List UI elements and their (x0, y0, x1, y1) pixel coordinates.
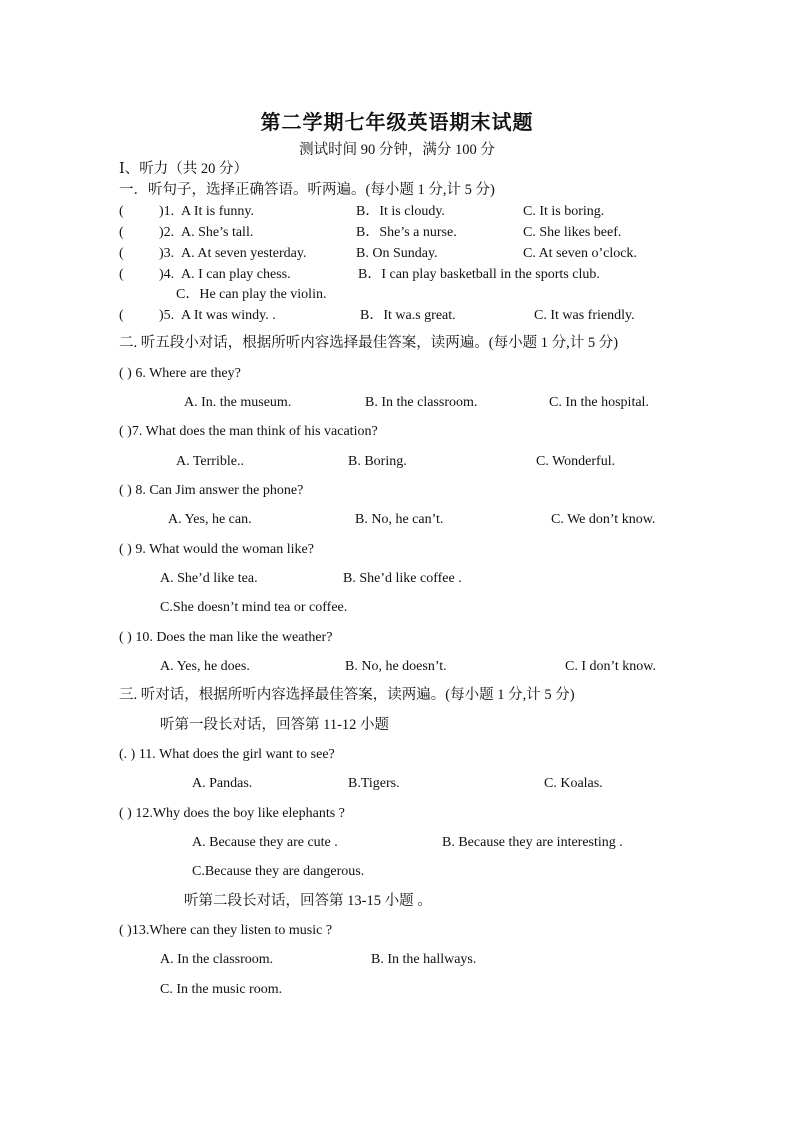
question-paren: ( (119, 267, 124, 282)
option-c: C. I don’t know. (565, 659, 656, 674)
section-heading: 一．听句子，选择正确答语。听两遍。(每小题 1 分,计 5 分) (119, 182, 495, 198)
option-c: C. It is boring. (523, 204, 605, 219)
question-stem: ( )13.Where can they listen to music ? (119, 923, 333, 938)
option-b: B. In the hallways. (371, 952, 477, 967)
option-a: A. She’s tall. (181, 225, 254, 240)
option-a: A. I can play chess. (181, 267, 291, 282)
section-heading: 二. 听五段小对话，根据所听内容选择最佳答案，读两遍。(每小题 1 分,计 5 分) (119, 335, 619, 351)
option-b: B．It wa.s great. (360, 308, 456, 323)
option-b: B. She’d like coffee . (343, 571, 462, 586)
option-a: A. At seven yesterday. (181, 246, 307, 261)
option-a: A. She’d like tea. (160, 571, 258, 586)
option-a: A It is funny. (181, 204, 254, 219)
option-c: C．He can play the violin. (176, 287, 327, 302)
question-paren: ( (119, 204, 124, 219)
question-stem: (. ) 11. What does the girl want to see? (119, 747, 335, 762)
question-stem: ( ) 10. Does the man like the weather? (119, 630, 333, 645)
option-a: A. Pandas. (192, 776, 253, 791)
question-paren: ( (119, 225, 124, 240)
question-stem: ( ) 8. Can Jim answer the phone? (119, 483, 304, 498)
part-heading: Ⅰ、听力（共 20 分） (119, 161, 248, 177)
question-number: )4. (159, 267, 175, 282)
option-c: C.She doesn’t mind tea or coffee. (160, 600, 348, 615)
option-b: B. On Sunday. (356, 246, 438, 261)
subsection-heading: 听第一段长对话，回答第 11-12 小题 (160, 717, 390, 733)
section-heading: 三. 听对话，根据所听内容选择最佳答案，读两遍。(每小题 1 分,计 5 分) (119, 687, 575, 703)
option-a: A. Yes, he does. (160, 659, 250, 674)
option-b: B. Boring. (348, 454, 407, 469)
question-stem: ( ) 12.Why does the boy like elephants ? (119, 806, 345, 821)
option-b: B.Tigers. (348, 776, 400, 791)
option-a: A. Yes, he can. (168, 512, 252, 527)
option-c: C. Koalas. (544, 776, 603, 791)
option-c: C. In the music room. (160, 982, 283, 997)
option-c: C. We don’t know. (551, 512, 656, 527)
question-paren: ( (119, 246, 124, 261)
question-stem: ( ) 6. Where are they? (119, 366, 241, 381)
subsection-heading: 听第二段长对话，回答第 13-15 小题 。 (184, 893, 432, 909)
question-number: )5. (159, 308, 175, 323)
option-c: C. Wonderful. (536, 454, 616, 469)
option-a: A. In. the museum. (184, 395, 292, 410)
option-c: C. It was friendly. (534, 308, 635, 323)
question-number: )2. (159, 225, 175, 240)
option-c: C.Because they are dangerous. (192, 864, 365, 879)
option-a: A. Terrible.. (176, 454, 244, 469)
question-number: )3. (159, 246, 175, 261)
question-stem: ( ) 9. What would the woman like? (119, 542, 314, 557)
option-c: C. In the hospital. (549, 395, 649, 410)
question-stem: ( )7. What does the man think of his vacation? (119, 424, 378, 439)
option-c: C. At seven o’clock. (523, 246, 637, 261)
option-b: B. No, he can’t. (355, 512, 444, 527)
question-number: )1. (159, 204, 175, 219)
page-subtitle: 测试时间 90 分钟，满分 100 分 (299, 142, 495, 158)
option-b: B．It is cloudy. (356, 204, 445, 219)
option-a: A It was windy. . (181, 308, 276, 323)
option-c: C. She likes beef. (523, 225, 622, 240)
option-b: B. In the classroom. (365, 395, 478, 410)
question-paren: ( (119, 308, 124, 323)
option-a: A. Because they are cute . (192, 835, 338, 850)
option-b: B．I can play basketball in the sports club. (358, 267, 600, 282)
option-b: B. Because they are interesting . (442, 835, 623, 850)
page-title: 第二学期七年级英语期末试题 (260, 112, 534, 134)
option-a: A. In the classroom. (160, 952, 274, 967)
option-b: B. No, he doesn’t. (345, 659, 447, 674)
option-b: B．She’s a nurse. (356, 225, 457, 240)
